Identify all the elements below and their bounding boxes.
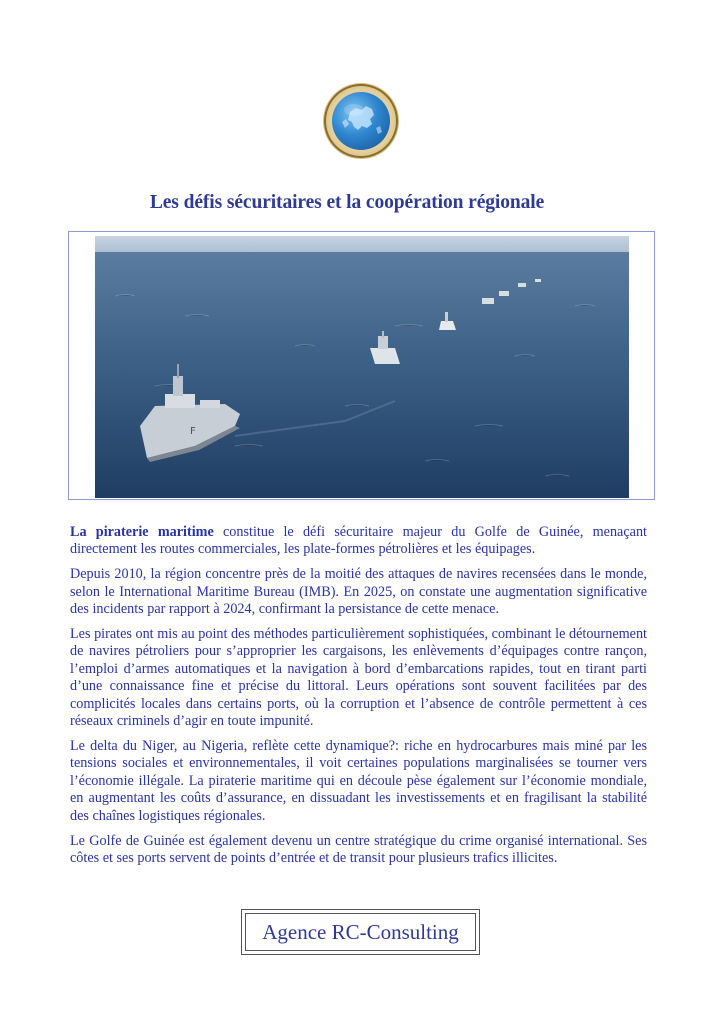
article-body — [70, 524, 647, 875]
naval-ships-photo — [95, 236, 629, 498]
europe-globe-logo — [324, 84, 398, 158]
paragraph — [70, 524, 647, 559]
paragraph: Le Golfe de Guinée est également devenu un centre stratégique du crime organisé international. Ses côtes et ses ports servent de points d’entrée et de transit pour plusieurs trafics illicites. — [70, 832, 647, 866]
paragraph: Le delta du Niger, au Nigeria, reflète cette dynamique?: riche en hydrocarbures mais miné par les tensions sociales et environnementales, il voit certaines populations marginalisées se tourner vers l’économie illégale. La piraterie maritime qui en découle pèse également sur l’économie mondiale, en augmentant les coûts d’assurance, en dissuadant les investissements et en fragilisant la stabilité des chaînes logistiques régionales. — [70, 737, 647, 824]
europe-globe-icon — [332, 92, 390, 150]
page-title: Les défis sécuritaires et la coopération régionale — [149, 192, 545, 213]
svg-text:F: F — [190, 426, 196, 437]
paragraph: Les pirates ont mis au point des méthodes particulièrement sophistiquées, combinant le détournement de navires pétroliers pour s’approprier les cargaisons, les enlèvements d’équipages contre rançon, l’emploi d’armes automatiques et la navigation à bord d’embarcations rapides, tout en tirant parti d’une connaissance fine et précise du littoral. Leurs opérations sont souvent facilitées par des complicités locales dans certains ports, où la corruption et l’absence de contrôle permettent à ces réseaux criminels d’agir en toute impunité. — [70, 626, 647, 730]
paragraph: Depuis 2010, la région concentre près de la moitié des attaques de navires recensées dans le monde, selon le International Maritime Bureau (IMB). En 2025, on constate une augmentation significative des incidents par rapport à 2024, confirmant la persistance de cette menace. — [70, 566, 647, 618]
paragraph-lead: La piraterie maritime — [70, 524, 214, 540]
agency-name: Agence RC-Consulting — [245, 913, 476, 951]
paragraph-text: constitue le défi sécuritaire majeur du Golfe de Guinée, menaçant directement les routes commerciales, les plate-formes pétrolières et les équipages. — [70, 524, 647, 558]
agency-signature-box — [241, 909, 480, 955]
